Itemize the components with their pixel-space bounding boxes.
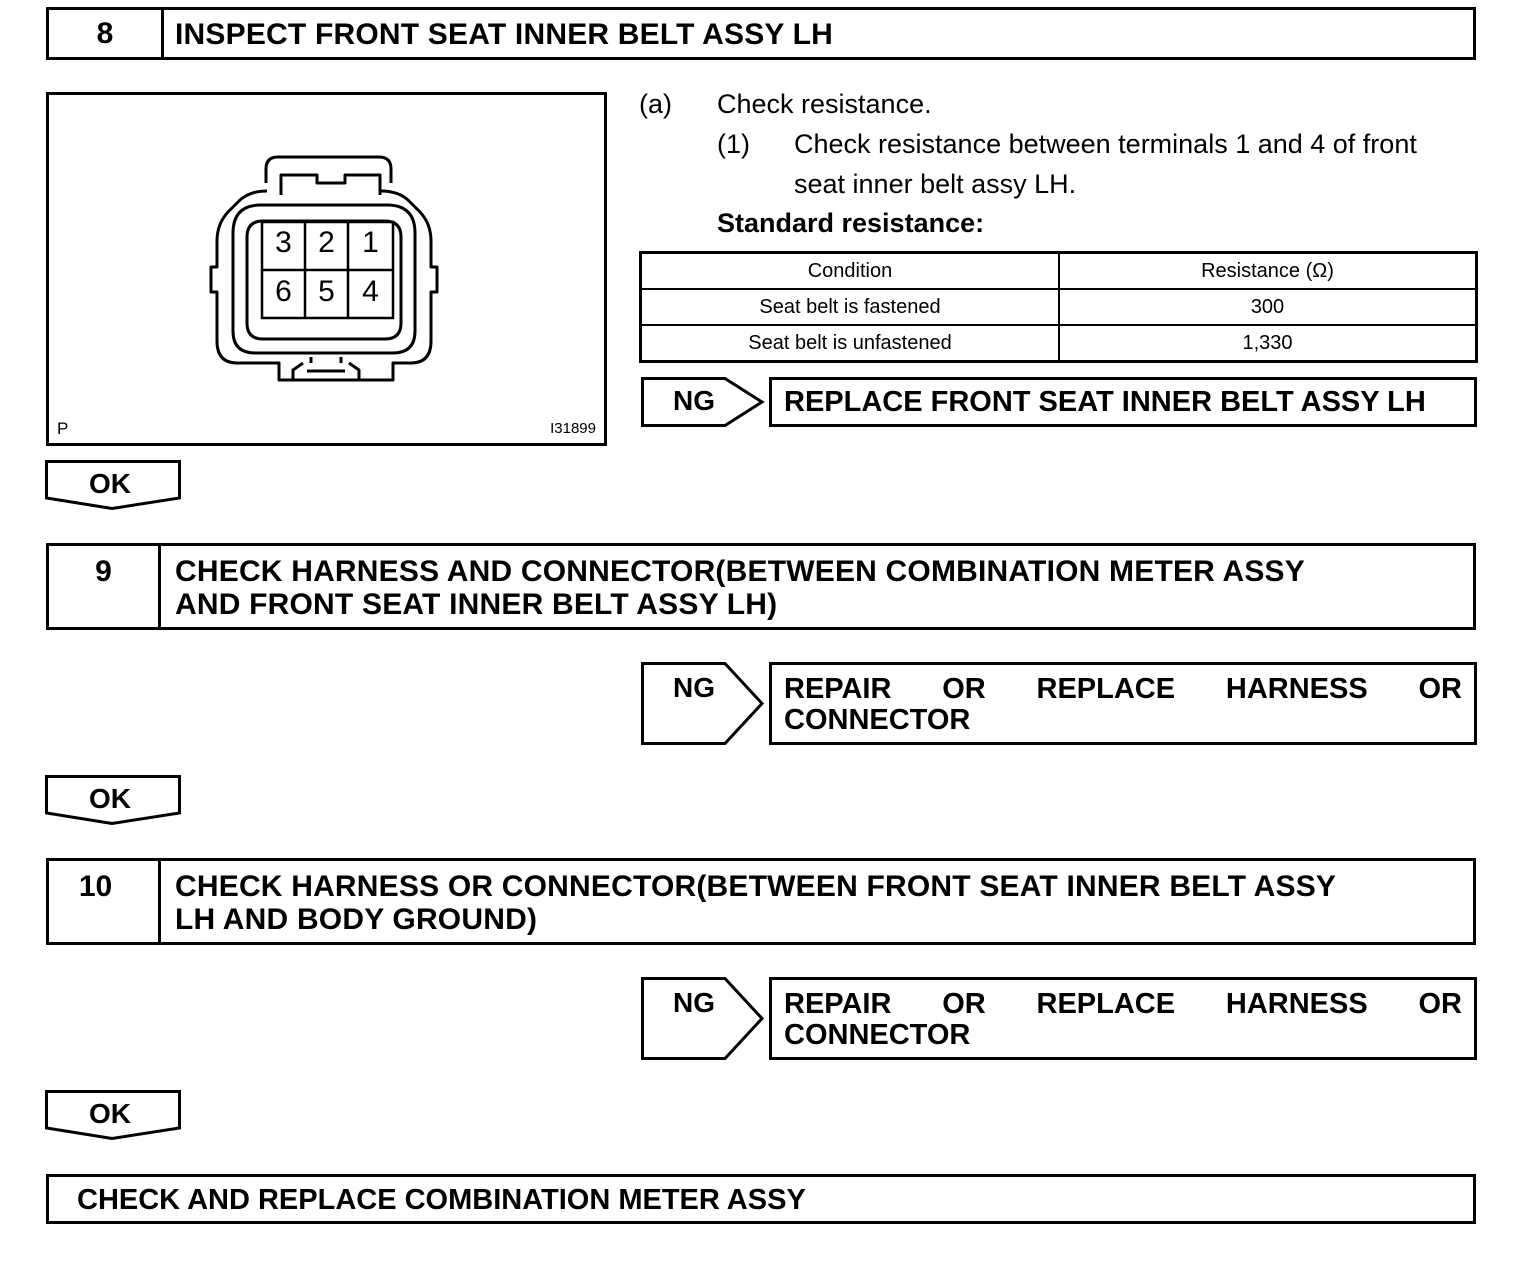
resistance-table (639, 251, 1478, 363)
step-9-ng-arrow (641, 662, 765, 745)
step-title (175, 870, 1461, 936)
standard-resistance-label: Standard resistance: (717, 208, 985, 238)
instruction-sub-marker: (1) (717, 129, 750, 159)
final-action-box (46, 1174, 1476, 1224)
terminal-6: 6 (275, 275, 292, 308)
ok-label: OK (89, 1098, 131, 1129)
step-9-header (46, 543, 1476, 630)
step-title (175, 555, 1461, 621)
instruction-a-text: Check resistance. (717, 89, 932, 119)
step-8-ok-tab (45, 460, 181, 510)
connector-diagram-icon (49, 95, 604, 443)
terminal-2: 2 (318, 226, 335, 259)
table-cell-condition: Seat belt is fastened (641, 289, 1060, 325)
instruction-a-marker: (a) (639, 89, 672, 119)
result-word: REPAIR (784, 673, 892, 705)
result-word: OR (1418, 673, 1462, 705)
table-header-condition: Condition (641, 253, 1060, 290)
figure-id: I31899 (550, 420, 596, 437)
step-number: 9 (49, 546, 161, 627)
table-row (641, 325, 1477, 362)
result-word: HARNESS (1225, 988, 1368, 1020)
terminal-5: 5 (318, 275, 335, 308)
step-8-ng-result-text: REPLACE FRONT SEAT INNER BELT ASSY LH (784, 386, 1426, 418)
table-cell-resistance: 300 (1059, 289, 1477, 325)
connector-figure (46, 92, 607, 446)
figure-corner-label: P (57, 419, 69, 438)
result-word: REPLACE (1036, 988, 1176, 1020)
ng-label: NG (673, 987, 715, 1018)
step-10-ng-result (769, 977, 1477, 1060)
step-number: 8 (49, 10, 164, 57)
step-10-ng-arrow (641, 977, 765, 1060)
result-word: OR (942, 673, 986, 705)
step-title-line: AND FRONT SEAT INNER BELT ASSY LH) (175, 588, 778, 621)
result-line-2: CONNECTOR (784, 704, 971, 736)
result-word: OR (942, 988, 986, 1020)
step-title-line: LH AND BODY GROUND) (175, 903, 538, 936)
ng-label: NG (673, 672, 715, 703)
step-title-line: CHECK HARNESS OR CONNECTOR(BETWEEN FRONT SEAT INNER BELT ASSY (175, 870, 1337, 903)
result-word: OR (1418, 988, 1462, 1020)
step-9-ok-tab (45, 775, 181, 825)
step-8-header (46, 7, 1476, 60)
result-line-2: CONNECTOR (784, 1019, 971, 1051)
terminal-4: 4 (362, 275, 379, 308)
result-word: REPLACE (1036, 673, 1176, 705)
result-word: REPAIR (784, 988, 892, 1020)
table-cell-resistance: 1,330 (1059, 325, 1477, 362)
result-line-1 (784, 674, 1462, 705)
step-10-header (46, 858, 1476, 945)
table-row (641, 289, 1477, 325)
table-header-resistance: Resistance (Ω) (1059, 253, 1477, 290)
table-header-row (641, 253, 1477, 290)
terminal-1: 1 (362, 226, 379, 259)
ok-label: OK (89, 783, 131, 814)
table-cell-condition: Seat belt is unfastened (641, 325, 1060, 362)
step-number: 10 (49, 861, 161, 942)
ng-label: NG (673, 385, 715, 416)
terminal-3: 3 (275, 226, 292, 259)
step-title-line: CHECK HARNESS AND CONNECTOR(BETWEEN COMBINATION METER ASSY (175, 555, 1305, 588)
step-8-ng-result (769, 377, 1477, 427)
step-9-ng-result (769, 662, 1477, 745)
instruction-sub-line2: seat inner belt assy LH. (794, 169, 1077, 199)
result-word: HARNESS (1225, 673, 1368, 705)
instruction-sub-line1: Check resistance between terminals 1 and 4 of front (794, 129, 1417, 159)
result-line-1 (784, 989, 1462, 1020)
step-10-ok-tab (45, 1090, 181, 1140)
ok-label: OK (89, 468, 131, 499)
step-8-ng-arrow (641, 377, 765, 427)
step-title: INSPECT FRONT SEAT INNER BELT ASSY LH (175, 18, 833, 51)
final-action-text: CHECK AND REPLACE COMBINATION METER ASSY (77, 1184, 806, 1216)
